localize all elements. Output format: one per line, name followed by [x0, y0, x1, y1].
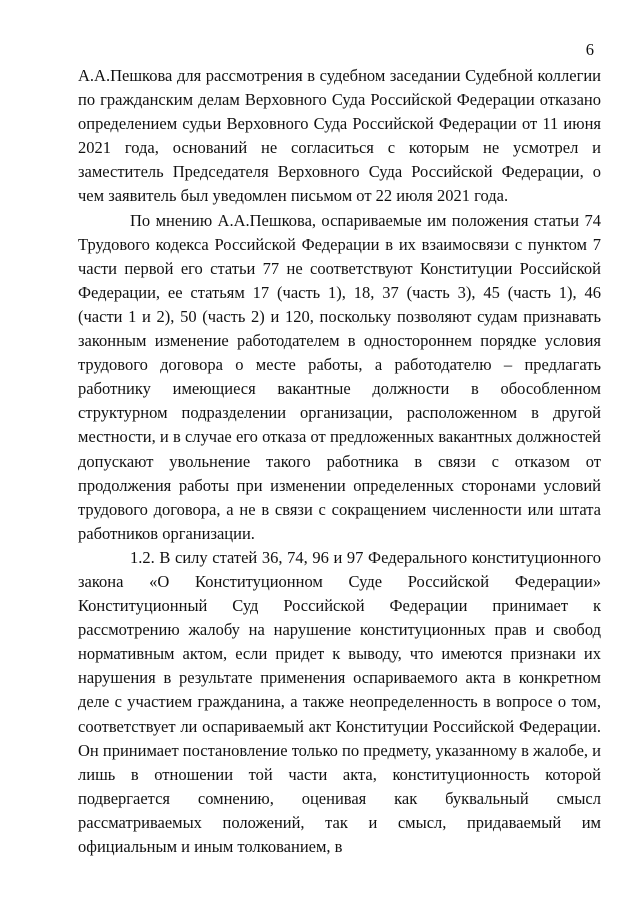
paragraph-applicant-position: По мнению А.А.Пешкова, оспариваемые им положения статьи 74 Трудового кодекса Российской Федерации в их взаимосвязи с пунктом 7 части первой его статьи 77 не соответствуют Конституции Российской Федерации, ее статьям 17 (часть 1), 18, 37 (часть 3), 45 (часть 1), 46 (части 1 и 2), 50 (часть 2) и 120, поскольку позволяют судам признавать законным изменение работодателем в одностороннем порядке условия трудового договора о месте работы, а работодателю – предлагать работнику имеющиеся вакантные должности в обособленном структурном подразделении организации, расположенном в другой местности, и в случае его отказа от предложенных вакантных должностей допускают увольнение такого работника в связи с отказом от продолжения работы при изменении определенных сторонами условий трудового договора, а не в связи с сокращением численности или штата работников организации. — [78, 210, 601, 543]
document-body — [78, 64, 601, 859]
page-number: 6 — [585, 40, 594, 59]
paragraph-section-1-2: 1.2. В силу статей 36, 74, 96 и 97 Федерального конституционного закона «О Конституционном Суде Российской Федерации» Конституционный Суд Российской Федерации принимает к рассмотрению жалобу на нарушение конституционных прав и свобод нормативным актом, если придет к выводу, что имеются признаки их нарушения в результате применения оспариваемого акта в конкретном деле с участием гражданина, а также неопределенность в вопросе о том, соответствует ли оспариваемый акт Конституции Российской Федерации. Он принимает постановление только по предмету, указанному в жалобе, и лишь в отношении той части акта, конституционность которой подвергается сомнению, оценивая как буквальный смысл рассматриваемых положений, так и смысл, придаваемый им официальным и иным толкованием, в — [78, 547, 601, 856]
paragraph-continuation: А.А.Пешкова для рассмотрения в судебном заседании Судебной коллегии по гражданским делам Верховного Суда Российской Федерации отказано определением судьи Верховного Суда Российской Федерации от 11 июня 2021 года, оснований не согласиться с которым не усмотрел и заместитель Председателя Верховного Суда Российской Федерации, о чем заявитель был уведомлен письмом от 22 июля 2021 года. — [78, 66, 601, 206]
